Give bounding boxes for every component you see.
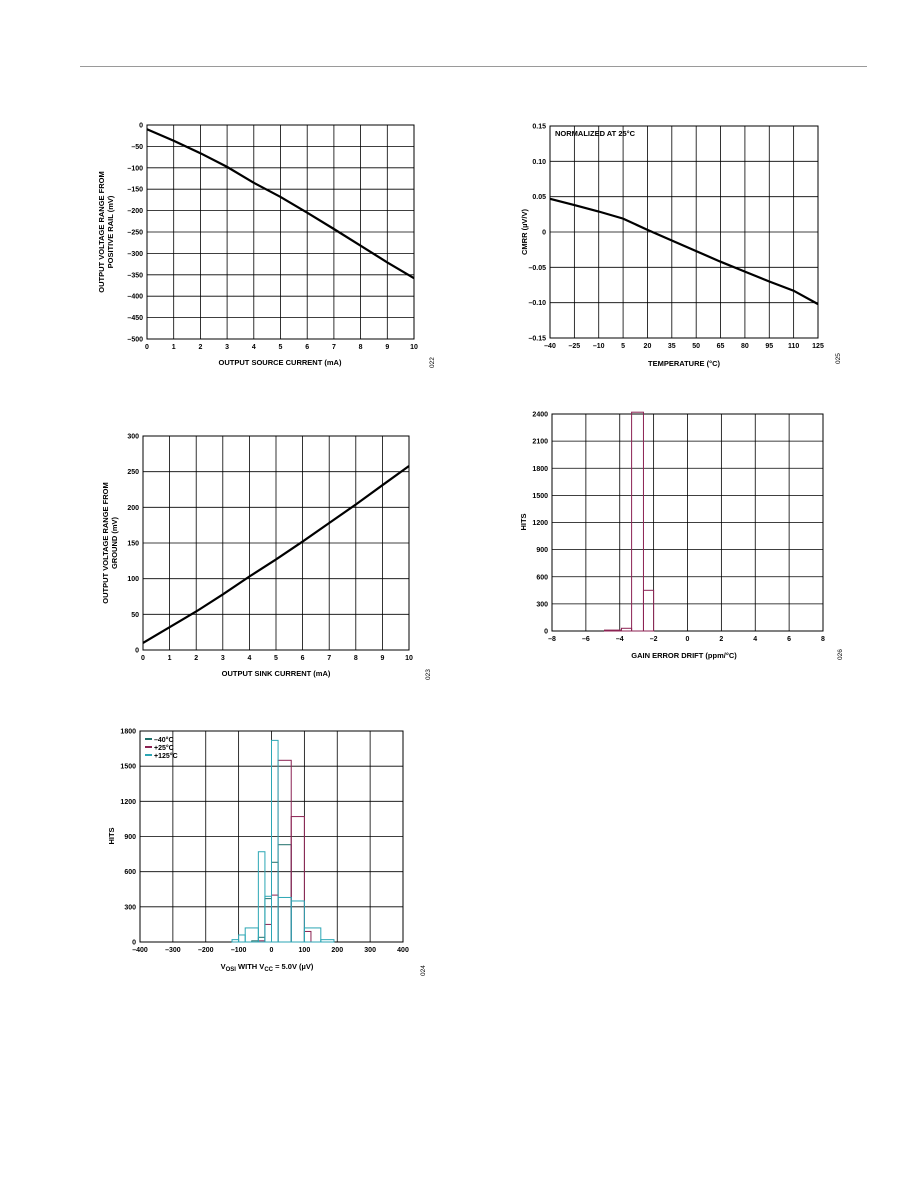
y-tick-label: 0 <box>544 628 548 636</box>
x-tick-label: 100 <box>298 947 311 954</box>
y-tick-label: 2400 <box>532 411 548 419</box>
histogram-bar <box>265 924 272 942</box>
y-axis-label: CMRR (µV/V) <box>520 209 529 255</box>
histogram-bar <box>265 899 272 942</box>
x-tick-label: 10 <box>410 344 418 351</box>
legend-entry <box>144 752 178 761</box>
y-tick-label: 250 <box>127 469 139 477</box>
x-tick-label: –100 <box>230 947 247 954</box>
x-tick-label: 5 <box>278 344 283 351</box>
y-tick-label: 1800 <box>120 728 136 736</box>
y-tick-label: –0.15 <box>528 335 546 343</box>
x-tick-label: 4 <box>251 344 256 351</box>
figure-code: 024 <box>420 965 427 976</box>
y-tick-label: 600 <box>124 869 136 877</box>
annotation-normalized: NORMALIZED AT 25°C <box>555 129 636 138</box>
y-tick-label: 1800 <box>532 465 548 473</box>
x-tick-label: 300 <box>364 947 376 954</box>
x-tick-label: 2 <box>194 655 199 662</box>
y-tick-label: –350 <box>127 272 143 280</box>
x-tick-label: 110 <box>787 343 800 350</box>
y-tick-label: –0.05 <box>528 264 546 272</box>
histogram-bar <box>291 817 304 942</box>
y-axis-label: HITS <box>519 513 528 531</box>
histogram-bar <box>272 740 279 942</box>
y-axis-label: HITS <box>107 827 116 845</box>
y-axis-label-line1: OUTPUT VOLTAGE RANGE FROM <box>97 171 106 293</box>
x-tick-label: 2 <box>198 344 203 351</box>
x-tick-label: –400 <box>132 947 148 954</box>
histogram-bar <box>272 862 279 942</box>
y-tick-label: –50 <box>131 143 143 151</box>
y-axis-label-line2: GROUND (mV) <box>110 516 119 570</box>
x-tick-label: 8 <box>358 344 363 351</box>
x-tick-label: 1 <box>167 655 172 662</box>
legend-entry <box>144 744 174 753</box>
x-tick-label: 0 <box>685 636 690 643</box>
y-axis-label-line2: POSITIVE RAIL (mV) <box>106 195 115 269</box>
y-tick-label: 2100 <box>532 438 548 446</box>
y-tick-label: 150 <box>127 540 139 548</box>
x-tick-label: 400 <box>397 947 409 954</box>
y-tick-label: 300 <box>536 601 548 609</box>
x-tick-label: 9 <box>380 655 385 662</box>
y-tick-label: –500 <box>127 336 143 344</box>
x-tick-label: 80 <box>741 343 749 350</box>
legend-label: –40°C <box>154 737 174 744</box>
x-tick-label: 5 <box>274 655 278 662</box>
y-tick-label: 100 <box>127 576 139 584</box>
legend-label: +25°C <box>154 745 174 752</box>
histogram-bar <box>278 845 291 942</box>
x-tick-label: –10 <box>592 343 605 350</box>
x-tick-label: –2 <box>649 636 658 643</box>
x-tick-label: 1 <box>171 344 176 351</box>
y-tick-label: 1200 <box>120 798 136 806</box>
y-tick-label: 200 <box>127 504 139 512</box>
x-tick-label: –200 <box>197 947 214 954</box>
legend-entry <box>144 736 174 745</box>
y-tick-label: 900 <box>536 547 548 555</box>
x-tick-label: 9 <box>385 344 390 351</box>
figure-code: 022 <box>429 357 436 368</box>
y-tick-label: –300 <box>127 250 143 258</box>
x-tick-label: 3 <box>220 655 225 662</box>
x-axis-label: OUTPUT SOURCE CURRENT (mA) <box>218 358 342 367</box>
histogram-bar <box>265 896 272 942</box>
y-tick-label: 900 <box>124 834 136 841</box>
y-tick-label: –150 <box>127 186 143 194</box>
y-tick-label: –0.10 <box>528 300 546 308</box>
x-tick-label: 6 <box>305 344 310 351</box>
x-tick-label: –40 <box>544 343 556 350</box>
y-tick-label: 50 <box>131 611 139 619</box>
x-tick-label: –4 <box>615 636 624 643</box>
y-tick-label: 300 <box>124 904 136 912</box>
x-tick-label: –8 <box>548 636 556 643</box>
x-tick-label: 4 <box>247 655 252 662</box>
x-tick-label: 7 <box>327 655 332 662</box>
x-tick-label: 35 <box>667 343 676 350</box>
x-tick-label: 20 <box>643 343 652 350</box>
x-tick-label: –6 <box>581 636 590 643</box>
y-axis-label-line1: OUTPUT VOLTAGE RANGE FROM <box>101 482 110 604</box>
y-tick-label: 600 <box>536 574 548 582</box>
x-axis-label: $V_{OSI}$ WITH $V_{CC} = 5.0V$ (µV) <box>220 962 314 973</box>
x-tick-label: 6 <box>787 636 792 643</box>
histogram-bar <box>278 897 291 942</box>
figure-code: 026 <box>837 649 844 660</box>
histogram-bar <box>232 940 239 942</box>
x-tick-label: –25 <box>568 343 581 350</box>
x-tick-label: 0 <box>141 655 145 662</box>
y-tick-label: 1500 <box>532 492 548 500</box>
x-tick-label: 200 <box>331 947 344 954</box>
histogram-bar <box>258 852 265 942</box>
y-tick-label: 1500 <box>120 763 136 771</box>
y-tick-label: 0 <box>135 647 139 655</box>
x-tick-label: 0 <box>269 947 274 954</box>
histogram-bar <box>304 931 311 942</box>
histogram-bar <box>272 895 279 942</box>
y-tick-label: 1200 <box>532 520 548 527</box>
y-tick-label: 0.05 <box>532 194 546 202</box>
y-tick-label: 300 <box>127 433 139 441</box>
x-tick-label: 4 <box>753 636 758 643</box>
x-tick-label: 6 <box>300 655 305 662</box>
figure-code: 023 <box>425 669 432 680</box>
y-tick-label: –400 <box>127 293 143 301</box>
y-tick-label: –250 <box>127 229 143 237</box>
histogram-bar <box>321 940 334 942</box>
histogram-bar <box>239 935 246 942</box>
histogram-bar <box>304 928 320 942</box>
x-tick-label: 3 <box>225 344 230 351</box>
x-tick-label: –300 <box>165 947 181 954</box>
y-tick-label: 0.10 <box>532 158 546 166</box>
y-tick-label: 0 <box>139 122 143 130</box>
x-axis-label: GAIN ERROR DRIFT (ppm/°C) <box>631 651 737 660</box>
y-tick-label: 0 <box>542 229 546 237</box>
y-tick-label: 0.15 <box>532 123 546 131</box>
figure-code: 025 <box>835 353 842 364</box>
legend-label: +125°C <box>154 753 178 760</box>
x-tick-label: 0 <box>145 344 149 351</box>
x-tick-label: 125 <box>812 343 824 350</box>
x-tick-label: 8 <box>353 655 358 662</box>
x-axis-label: TEMPERATURE (°C) <box>647 359 721 368</box>
x-axis-label: OUTPUT SINK CURRENT (mA) <box>221 669 331 678</box>
x-tick-label: 2 <box>719 636 724 643</box>
x-tick-label: 50 <box>692 343 701 350</box>
y-tick-label: –100 <box>127 165 143 173</box>
x-tick-label: 65 <box>716 343 725 350</box>
histogram-bar <box>278 760 291 942</box>
histogram-bar <box>245 928 258 942</box>
x-tick-label: 8 <box>821 636 825 643</box>
y-tick-label: 0 <box>132 939 136 947</box>
x-tick-label: 7 <box>331 344 336 351</box>
y-tick-label: –450 <box>127 315 143 323</box>
y-tick-label: –200 <box>127 208 143 216</box>
x-tick-label: 95 <box>765 343 774 350</box>
x-tick-label: 10 <box>405 655 413 662</box>
x-tick-label: 5 <box>621 343 626 350</box>
